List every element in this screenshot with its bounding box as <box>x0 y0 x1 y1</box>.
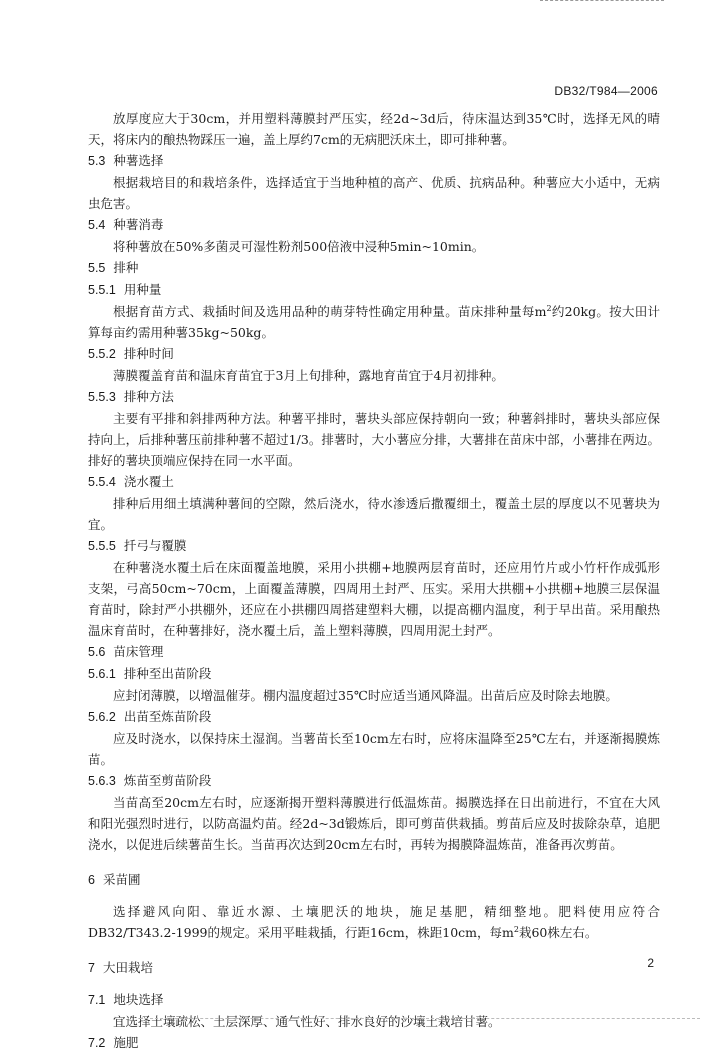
paragraph-text: 选择避风向阳、靠近水源、土壤肥沃的地块，施足基肥，精细整地。肥料使用应符合DB32/T343.2-1999的规定。采用平畦栽插，行距16cm，株距10cm，每m <box>88 904 660 940</box>
clause-title: 排种 <box>113 260 139 275</box>
clause-heading <box>88 279 660 301</box>
clause-title: 采苗圃 <box>102 872 141 887</box>
clause-heading <box>88 663 660 685</box>
clause-title: 种薯消毒 <box>113 217 164 232</box>
clause-title: 炼苗至剪苗阶段 <box>123 773 212 788</box>
section-heading <box>88 957 660 979</box>
body-paragraph: 放厚度应大于30cm，并用塑料薄膜封严压实，经2d~3d后，待床温达到35℃时，选择无风的晴天，将床内的酿热物踩压一遍，盖上厚约7cm的无病肥沃床土，即可排种薯。 <box>88 111 660 147</box>
clause-number: 6 <box>88 873 95 887</box>
body-paragraph: 根据栽培目的和栽培条件，选择适宜于当地种植的高产、优质、抗病品种。种薯应大小适中，无病虫危害。 <box>88 175 660 211</box>
clause-number: 5.5.2 <box>88 347 116 361</box>
document-body <box>88 108 660 1054</box>
body-paragraph: 排种后用细土填满种薯间的空隙，然后浇水，待水渗透后撒覆细土，覆盖土层的厚度以不见薯块为宜。 <box>88 496 660 532</box>
clause-title: 种薯选择 <box>113 153 164 168</box>
body-paragraph: 应封闭薄膜，以增温催芽。棚内温度超过35℃时应适当通风降温。出苗后应及时除去地膜。 <box>113 688 618 703</box>
clause-number: 5.5 <box>88 261 106 275</box>
body-paragraph: 将种薯放在50%多菌灵可湿性粉剂500倍液中浸种5min~10min。 <box>113 239 485 254</box>
scan-edge-bottom <box>140 1018 700 1020</box>
standard-code-header: DB32/T984—2006 <box>554 84 658 98</box>
clause-title: 地块选择 <box>113 992 164 1007</box>
clause-number: 5.6 <box>88 645 106 659</box>
clause-heading <box>88 706 660 728</box>
body-paragraph: 在种薯浇水覆土后在床面覆盖地膜，采用小拱棚+地膜两层育苗时，还应用竹片或小竹杆作成弧形支架，弓高50cm~70cm，上面覆盖薄膜，四周用土封严、压实。采用大拱棚+小拱棚+地膜三层保温育苗时，除封严小拱棚外，还应在小拱棚四周搭建塑料大棚，以提高棚内温度，利于早出苗。采用酿热温床育苗时，在种薯排好，浇水覆土后，盖上塑料薄膜，四周用泥土封严。 <box>88 560 660 638</box>
clause-title: 用种量 <box>123 282 162 297</box>
clause-number: 5.3 <box>88 154 106 168</box>
clause-heading <box>88 770 660 792</box>
clause-number: 5.6.1 <box>88 667 116 681</box>
body-paragraph <box>88 901 660 943</box>
clause-number: 5.5.5 <box>88 539 116 553</box>
clause-title: 排种方法 <box>123 389 174 404</box>
clause-title: 苗床管理 <box>113 644 164 659</box>
body-paragraph: 薄膜覆盖育苗和温床育苗宜于3月上旬排种，露地育苗宜于4月初排种。 <box>113 368 504 383</box>
paragraph-text: 约20kg。按大田计算每亩约需用种薯35kg~50kg。 <box>88 304 660 340</box>
clause-number: 5.6.2 <box>88 710 116 724</box>
clause-heading <box>88 150 660 172</box>
clause-number: 5.4 <box>88 218 106 232</box>
section-heading <box>88 869 660 891</box>
clause-title: 大田栽培 <box>102 960 153 975</box>
paragraph-text: 栽60株左右。 <box>518 925 598 940</box>
unit-superscript: 2 <box>513 924 519 934</box>
clause-title: 浇水覆土 <box>123 474 174 489</box>
clause-number: 7.1 <box>88 993 106 1007</box>
clause-heading <box>88 214 660 236</box>
body-paragraph: 主要有平排和斜排两种方法。种薯平排时，薯块头部应保持朝向一致；种薯斜排时，薯块头部应保持向上，后排种薯压前排种薯不超过1/3。排薯时，大小薯应分排，大薯排在苗床中部，小薯排在两边。排好的薯块顶端应保持在同一水平面。 <box>88 411 660 468</box>
body-paragraph <box>88 301 660 343</box>
clause-heading <box>88 343 660 365</box>
paragraph-text: 根据育苗方式、栽插时间及选用品种的萌芽特性确定用种量。苗床排种量每m <box>113 304 547 319</box>
scan-edge-top <box>540 0 664 2</box>
clause-heading <box>88 535 660 557</box>
body-paragraph: 宜选择土壤疏松、土层深厚、通气性好、排水良好的沙壤土栽培甘薯。 <box>113 1014 501 1029</box>
clause-number: 5.5.3 <box>88 390 116 404</box>
clause-heading <box>88 471 660 493</box>
clause-number: 5.5.4 <box>88 475 116 489</box>
clause-number: 5.6.3 <box>88 774 116 788</box>
clause-title: 排种至出苗阶段 <box>123 666 212 681</box>
clause-number: 7.2 <box>88 1036 106 1050</box>
clause-heading <box>88 989 660 1011</box>
clause-heading <box>88 1032 660 1054</box>
clause-heading <box>88 257 660 279</box>
clause-heading <box>88 641 660 663</box>
page-number: 2 <box>647 956 654 970</box>
clause-number: 5.5.1 <box>88 283 116 297</box>
clause-title: 施肥 <box>113 1035 139 1050</box>
clause-number: 7 <box>88 961 95 975</box>
body-paragraph: 当苗高至20cm左右时，应逐渐揭开塑料薄膜进行低温炼苗。揭膜选择在日出前进行，不宜在大风和阳光强烈时进行，以防高温灼苗。经2d~3d锻炼后，即可剪苗供栽插。剪苗后应及时拔除杂草，追肥浇水，以促进后续薯苗生长。当苗再次达到20cm左右时，再转为揭膜降温炼苗，准备再次剪苗。 <box>88 795 660 852</box>
body-paragraph: 应及时浇水，以保持床土湿润。当薯苗长至10cm左右时，应将床温降至25℃左右，并逐渐揭膜炼苗。 <box>88 731 660 767</box>
clause-title: 出苗至炼苗阶段 <box>123 709 212 724</box>
clause-heading <box>88 386 660 408</box>
unit-superscript: 2 <box>546 303 552 313</box>
clause-title: 排种时间 <box>123 346 174 361</box>
clause-title: 扦弓与覆膜 <box>123 538 187 553</box>
